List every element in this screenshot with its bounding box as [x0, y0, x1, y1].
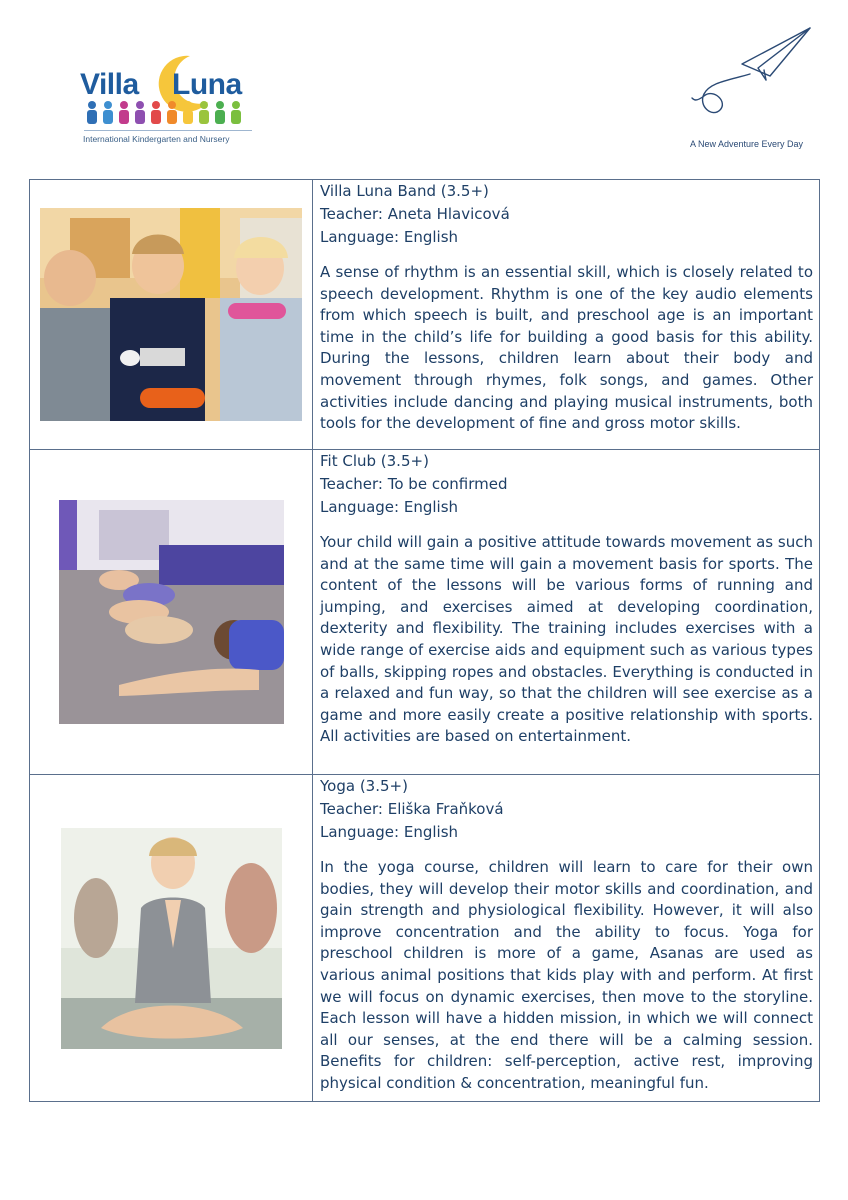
- course-language: Language: English: [320, 498, 459, 516]
- course-title: Yoga (3.5+): [320, 777, 408, 795]
- logo-word-villa: Villa: [80, 68, 139, 101]
- course-teacher: Teacher: To be confirmed: [320, 475, 508, 493]
- course-language: Language: English: [320, 823, 459, 841]
- course-language: Language: English: [320, 228, 459, 246]
- course-image-cell: [30, 775, 313, 1101]
- course-text-cell: [313, 450, 819, 774]
- course-text-cell: [313, 180, 819, 449]
- course-description: In the yoga course, children will learn to care for their own bodies, they will develop their motor skills and coordination, and gain strength and physiological flexibility. However, it will also improve concentration and the ability to focus. Yoga for preschool children is more of a game, Asanas are used as various animal positions that kids play with and perform. At first we will focus on dynamic exercises, then move to the storyline. Each lesson will have a hidden mission, in which we will connect all our senses, at the end there will be a calming session. Benefits for children: self-perception, active rest, improving physical condition & concentration, meaningful fun.: [320, 858, 813, 1092]
- tagline: A New Adventure Every Day: [690, 139, 804, 149]
- course-row-fit-club: [30, 450, 819, 775]
- band-photo: [40, 208, 302, 421]
- course-image-cell: [30, 180, 313, 449]
- yoga-photo: [61, 828, 282, 1049]
- logo-divider: [84, 130, 252, 131]
- course-row-yoga: [30, 775, 819, 1101]
- logo-subtitle: International Kindergarten and Nursery: [83, 134, 230, 144]
- children-figures-icon: [84, 100, 254, 126]
- course-table: [29, 179, 820, 1102]
- course-image-cell: [30, 450, 313, 774]
- course-title: Villa Luna Band (3.5+): [320, 182, 489, 200]
- course-description: Your child will gain a positive attitude towards movement as such and at the same time will gain a movement basis for sports. The content of the lessons will be various forms of running and jumping, and exercises aimed at developing coordination, dexterity and flexibility. The training includes exercises with a wide range of exercise aids and equipment such as various types of balls, skipping ropes and obstacles. Everything is conducted in a relaxed and fun way, so that the children will see exercise as a game and more easily create a positive relationship with sports. All activities are based on entertainment.: [320, 533, 813, 746]
- paper-plane-icon: [690, 24, 820, 134]
- course-teacher: Teacher: Aneta Hlavicová: [320, 205, 510, 223]
- logo-word-luna: Luna: [172, 68, 242, 101]
- course-text-cell: [313, 775, 819, 1101]
- course-description: A sense of rhythm is an essential skill, which is closely related to speech development. Rhythm is one of the key audio elements from which speech is built, and preschool age is an important time in the child’s life for building a good basis for this ability. During the lessons, children learn about their body and movement through rhymes, folk songs, and games. Other activities include dancing and playing musical instruments, both tools for the development of fine and gross motor skills.: [320, 263, 813, 433]
- villa-luna-logo: [80, 54, 260, 149]
- course-teacher: Teacher: Eliška Fraňková: [320, 800, 504, 818]
- course-title: Fit Club (3.5+): [320, 452, 429, 470]
- course-row-band: [30, 180, 819, 450]
- fit-club-photo: [59, 500, 284, 724]
